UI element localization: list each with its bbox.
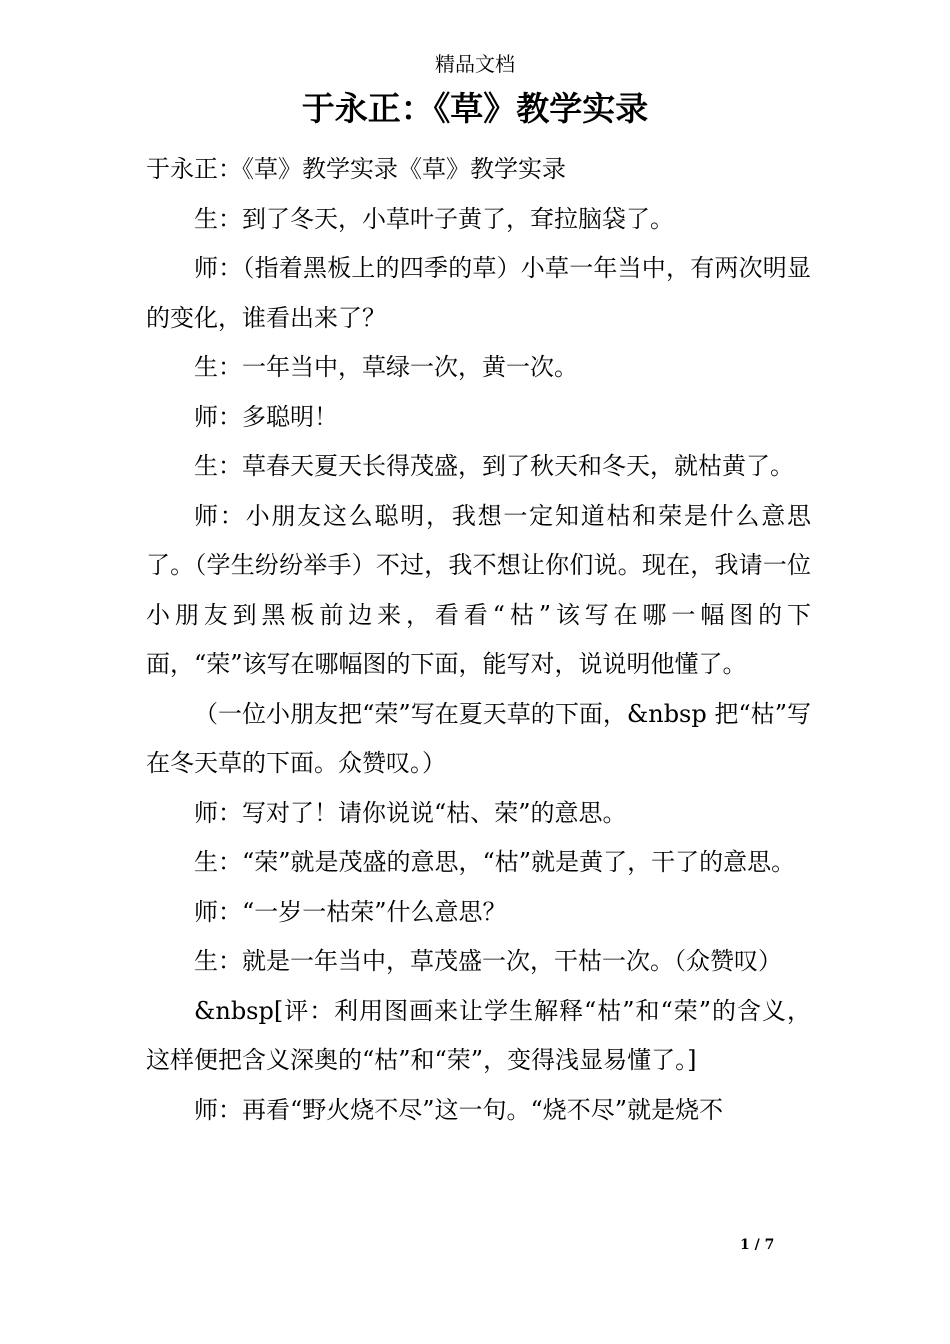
document-header-mark: 精品文档 (435, 52, 515, 76)
paragraph: 生：草春天夏天长得茂盛，到了秋天和冬天，就枯黄了。 (194, 452, 794, 480)
paragraph: 师：“一岁一枯荣”什么意思？ (194, 897, 507, 926)
paragraph: 师：（指着黑板上的四季的草）小草一年当中，有两次明显的变化，谁看出来了？ (146, 254, 811, 332)
document-title: 于永正：《草》教学实录 (301, 89, 649, 128)
paragraph: 生：“荣”就是茂盛的意思，“枯”就是黄了，干了的意思。 (194, 848, 796, 876)
paragraph: 生：就是一年当中，草茂盛一次，干枯一次。（众赞叹） (194, 947, 782, 975)
paragraph: 师：小朋友这么聪明，我想一定知道枯和荣是什么意思了。（学生纷纷举手）不过，我不想让你们说。现在，我请一位小朋友到黑板前边来，看看“枯”该写在哪一幅图的下面，“荣”该写在哪幅图的下面，能写对，说说明他懂了。 (146, 501, 811, 678)
paragraph: 生：一年当中，草绿一次，黄一次。 (194, 353, 578, 381)
paragraph: 师：写对了！请你说说“枯、荣”的意思。 (194, 798, 627, 827)
paragraph: 师：多聪明！ (194, 402, 338, 431)
paragraph: 师：再看“野火烧不尽”这一句。“烧不尽”就是烧不 (194, 1095, 724, 1124)
document-body (146, 145, 811, 1135)
paragraph: &nbsp[评：利用图画来让学生解释“枯”和“荣”的含义，这样便把含义深奥的“枯”和“荣”，变得浅显易懂了。] (146, 996, 811, 1074)
paragraph: 于永正：《草》教学实录《草》教学实录 (146, 155, 566, 183)
page-number: 1 / 7 (740, 1237, 775, 1253)
paragraph: （一位小朋友把“荣”写在夏天草的下面，&nbsp 把“枯”写在冬天草的下面。众赞叹。） (146, 699, 811, 777)
paragraph: 生：到了冬天，小草叶子黄了，耷拉脑袋了。 (194, 204, 674, 233)
